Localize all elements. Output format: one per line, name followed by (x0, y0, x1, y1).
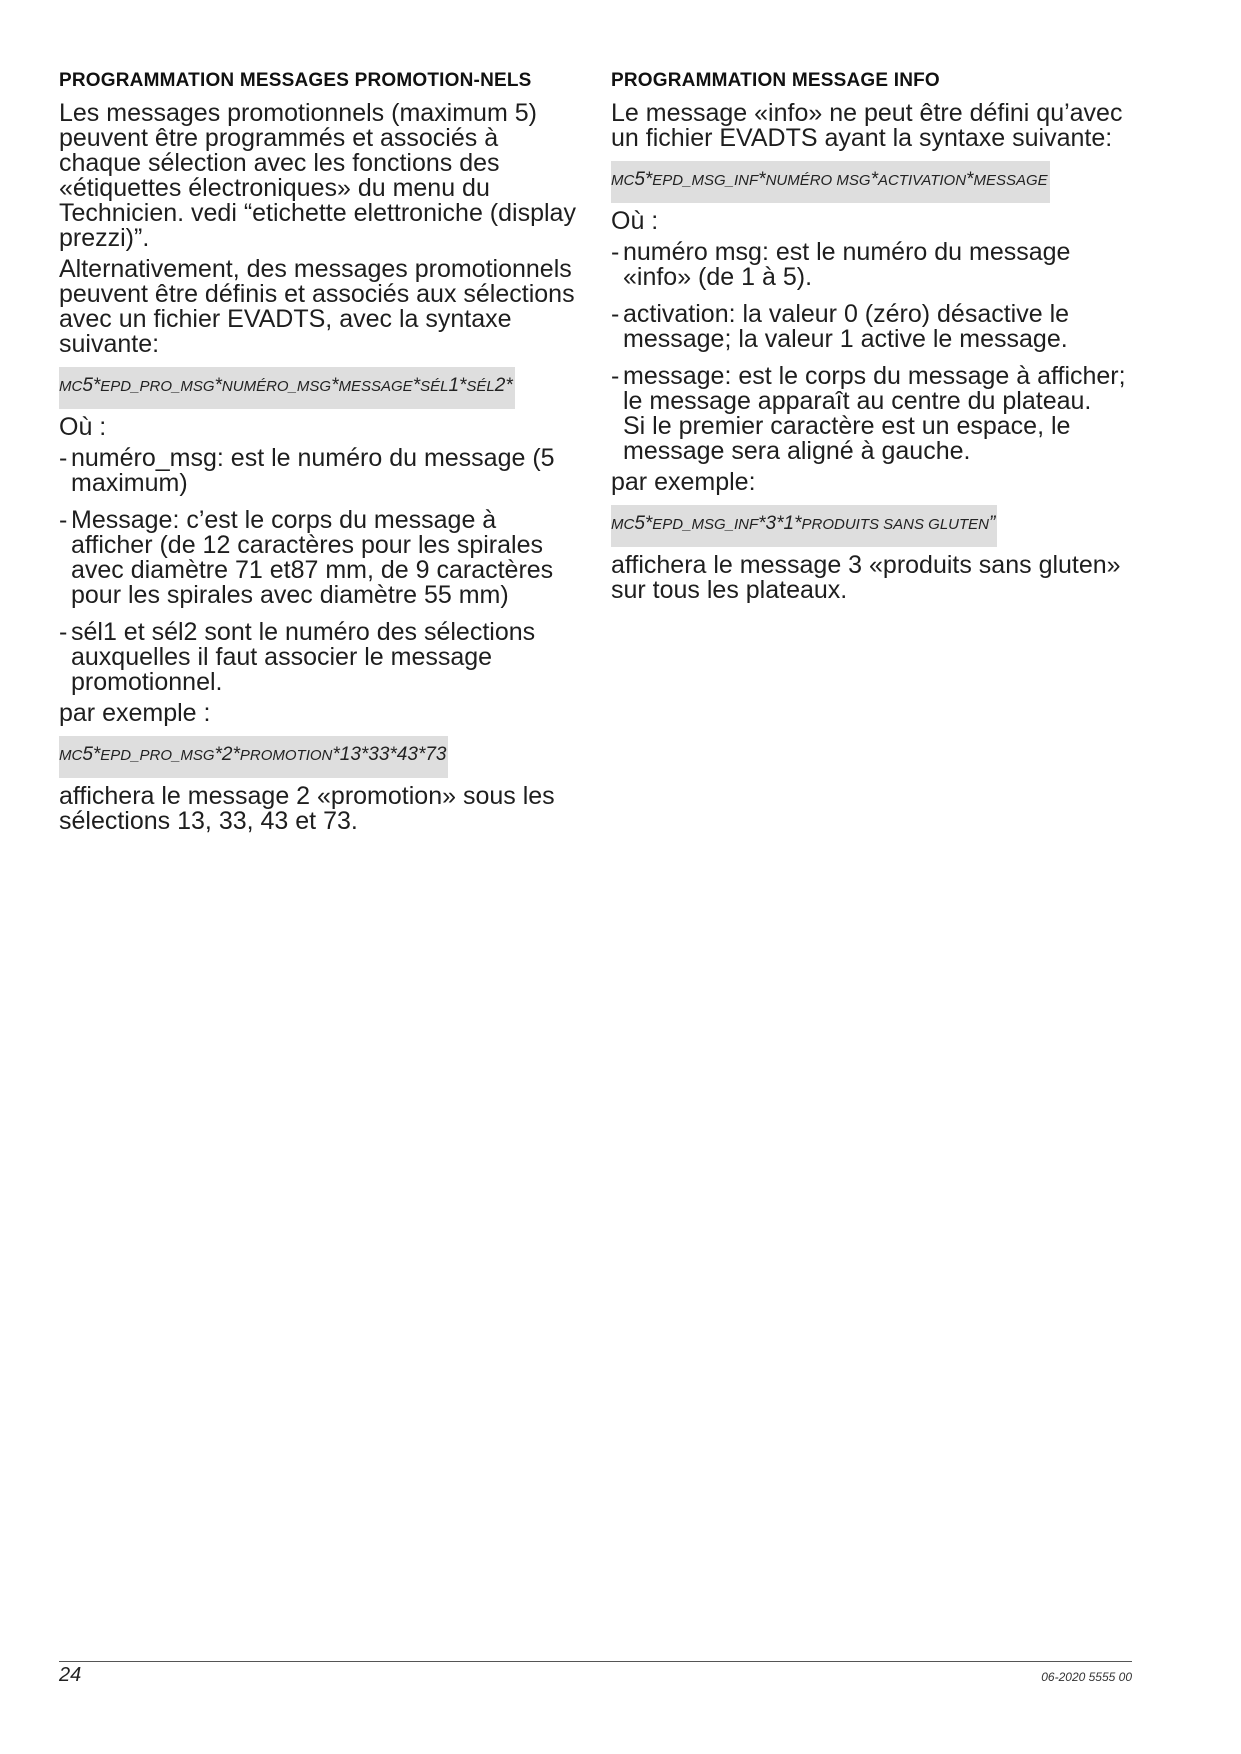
intro-paragraph: Le message «info» ne peut être défini qu’avec un fichier EVADTS ayant la syntaxe suivante: (611, 99, 1123, 152)
example-code-block: MC5*EPD_MSG_INF*3*1*PRODUITS SANS GLUTEN” (611, 505, 997, 547)
page-number: 24 (59, 1664, 82, 1686)
right-column (611, 66, 1131, 609)
alternative-paragraph: Alternativement, des messages promotionnels peuvent être définis et associés aux sélections avec un fichier EVADTS, avec la syntaxe suivante: (59, 255, 575, 358)
syntax-code-block: MC5*EPD_MSG_INF*NUMÉRO MSG*ACTIVATION*MESSAGE (611, 161, 1050, 203)
intro-paragraph: Les messages promotionnels (maximum 5) peuvent être programmés et associés à chaque sélection avec les fonctions des «étiquettes électroniques» du menu du Technicien. vedi “etichette elettroniche (display prezzi)”. (59, 99, 576, 252)
example-result: affichera le message 2 «promotion» sous les sélections 13, 33, 43 et 73. (59, 782, 555, 835)
example-label: par exemple: (611, 468, 756, 496)
parameter-list (611, 240, 1131, 464)
section-heading-info: PROGRAMMATION MESSAGE INFO (611, 70, 940, 91)
document-code: 06-2020 5555 00 (1041, 1670, 1132, 1684)
list-item: - Message: c’est le corps du message à afficher (de 12 caractères pour les spirales avec diamètre 71 et87 mm, de 9 caractères pour les spirales avec diamètre 55 mm) (59, 506, 554, 609)
list-item: - message: est le corps du message à afficher; le message apparaît au centre du plateau. Si le premier caractère est un espace, le message sera aligné à gauche. (611, 362, 1126, 465)
section-heading-promotional: PROGRAMMATION MESSAGES PROMOTION-NELS (59, 70, 532, 91)
example-label: par exemple : (59, 699, 211, 727)
where-label: Où : (59, 413, 107, 441)
left-column (59, 66, 581, 840)
parameter-list (59, 446, 581, 695)
where-label: Où : (611, 207, 659, 235)
list-item: - sél1 et sél2 sont le numéro des sélections auxquelles il faut associer le message promotionnel. (59, 618, 536, 696)
list-item: - numéro msg: est le numéro du message «info» (de 1 à 5). (611, 238, 1071, 291)
footer-divider (59, 1661, 1132, 1662)
syntax-code-block: MC5*EPD_PRO_MSG*NUMÉRO_MSG*MESSAGE*SÉL1*SÉL2* (59, 367, 515, 409)
list-item: - numéro_msg: est le numéro du message (5 maximum) (59, 444, 555, 497)
example-result: affichera le message 3 «produits sans gluten» sur tous les plateaux. (611, 551, 1121, 604)
list-item: - activation: la valeur 0 (zéro) désactive le message; la valeur 1 active le message. (611, 300, 1070, 353)
example-code-block: MC5*EPD_PRO_MSG*2*PROMOTION*13*33*43*73 (59, 736, 448, 778)
